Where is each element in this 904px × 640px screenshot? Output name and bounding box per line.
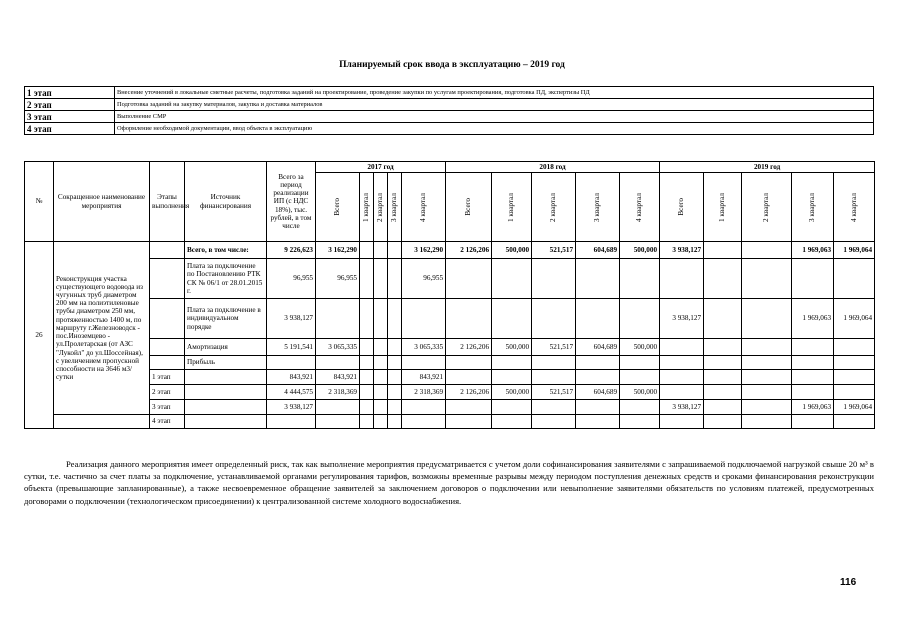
value-cell-y2018-0: 2 126,206 [446, 242, 492, 259]
value-cell-y2017-3 [388, 400, 402, 415]
value-cell-y2017-3 [388, 356, 402, 370]
value-cell-y2019-0 [660, 415, 704, 429]
stage-cell [150, 299, 185, 339]
value-cell-y2017-0: 96,955 [316, 259, 360, 299]
value-cell-y2018-4 [620, 415, 660, 429]
subheader-2017-4 [402, 173, 446, 242]
value-cell-y2018-0 [446, 415, 492, 429]
value-cell-y2018-0 [446, 370, 492, 385]
subheader-2017-3 [388, 173, 402, 242]
value-cell-y2019-1 [704, 242, 742, 259]
value-cell-y2017-2 [374, 242, 388, 259]
header-name: Сокращенное наименование мероприятия [54, 162, 150, 242]
subheader-label: 3 квартал [808, 192, 817, 222]
subheader-label: 4 квартал [419, 192, 428, 222]
subheader-2019-2 [742, 173, 792, 242]
value-cell-y2019-2 [742, 400, 792, 415]
value-cell-y2018-0 [446, 299, 492, 339]
value-cell-y2019-1 [704, 385, 742, 400]
source-cell: Прибыль [185, 356, 267, 370]
value-cell-y2017-2 [374, 370, 388, 385]
value-cell-y2017-4 [402, 415, 446, 429]
value-cell-y2018-0: 2 126,206 [446, 385, 492, 400]
value-cell-y2019-4: 1 969,064 [834, 299, 875, 339]
value-cell-y2017-1 [360, 299, 374, 339]
value-cell-y2017-3 [388, 259, 402, 299]
value-cell-y2018-1 [492, 259, 532, 299]
value-cell-y2017-1 [360, 415, 374, 429]
value-cell-y2017-0 [316, 299, 360, 339]
value-cell-y2019-3: 1 969,063 [792, 242, 834, 259]
value-cell-y2017-4 [402, 299, 446, 339]
value-cell-y2018-3 [576, 299, 620, 339]
value-cell-y2019-3 [792, 415, 834, 429]
subheader-label: 4 квартал [849, 192, 858, 222]
table-row [25, 356, 875, 370]
subheader-label: 3 квартал [390, 192, 399, 222]
total-cell [267, 415, 316, 429]
table-row [25, 299, 875, 339]
schedule-table [24, 161, 875, 429]
value-cell-y2019-0 [660, 356, 704, 370]
value-cell-y2018-3 [576, 259, 620, 299]
value-cell-y2018-4 [620, 400, 660, 415]
source-cell: Амортизация [185, 339, 267, 356]
total-cell [267, 356, 316, 370]
value-cell-y2019-1 [704, 259, 742, 299]
page-number: 116 [840, 577, 857, 588]
value-cell-y2019-4: 1 969,064 [834, 242, 875, 259]
value-cell-y2019-2 [742, 385, 792, 400]
value-cell-y2019-3 [792, 385, 834, 400]
value-cell-y2018-2 [532, 415, 576, 429]
value-cell-y2017-1 [360, 339, 374, 356]
subheader-label: 1 квартал [362, 192, 371, 222]
value-cell-y2017-0 [316, 415, 360, 429]
subheader-label: 2 квартал [549, 192, 558, 222]
source-cell [185, 385, 267, 400]
value-cell-y2018-2: 521,517 [532, 339, 576, 356]
value-cell-y2018-2: 521,517 [532, 385, 576, 400]
total-cell: 4 444,575 [267, 385, 316, 400]
value-cell-y2017-4: 3 162,290 [402, 242, 446, 259]
value-cell-y2017-3 [388, 415, 402, 429]
stage-name: 3 этап [25, 111, 115, 123]
value-cell-y2017-3 [388, 299, 402, 339]
value-cell-y2017-4: 843,921 [402, 370, 446, 385]
subheader-2017-2 [374, 173, 388, 242]
value-cell-y2019-0: 3 938,127 [660, 400, 704, 415]
stages-table [24, 86, 874, 135]
stage-cell: 4 этап [150, 415, 185, 429]
value-cell-y2018-0 [446, 400, 492, 415]
risk-paragraph: Реализация данного мероприятия имеет определенный риск, так как выполнение мероприятия предусматривается с учетом доли софинансирования заявителями с запрашиваемой подключаемой нагрузкой свыше 20 м³ в сутки, т.е. частично за счет платы за подключение, устанавливаемой органами регулирования тарифов, возможны временные разрывы между периодом поступления денежных средств и сроками финансирования реконструкции объекта (превышающие запланированные), а также несвоевременное обращение заявителей за заключением договоров о подключении или невыполнение заявителями обязательств по условиям платежей, предусмотренных договорами о подключении (технологическом присоединении) к централизованной системе холодного водоснабжения. [24, 459, 874, 506]
value-cell-y2017-2 [374, 415, 388, 429]
value-cell-y2017-4 [402, 356, 446, 370]
stage-row [25, 87, 874, 99]
value-cell-y2018-1 [492, 370, 532, 385]
value-cell-y2019-0 [660, 370, 704, 385]
subheader-label: Всего [464, 198, 473, 216]
value-cell-y2019-4 [834, 356, 875, 370]
page-title: Планируемый срок ввода в эксплуатацию – 2019 год [339, 60, 565, 70]
value-cell-y2017-3 [388, 339, 402, 356]
total-cell: 3 938,127 [267, 400, 316, 415]
table-row [25, 370, 875, 385]
subheader-label: 1 квартал [718, 192, 727, 222]
value-cell-y2017-2 [374, 356, 388, 370]
value-cell-y2018-4: 500,000 [620, 385, 660, 400]
table-row [25, 400, 875, 415]
subheader-2019-4 [834, 173, 875, 242]
value-cell-y2017-3 [388, 242, 402, 259]
value-cell-y2018-2 [532, 370, 576, 385]
value-cell-y2017-1 [360, 242, 374, 259]
total-cell: 9 226,623 [267, 242, 316, 259]
total-cell: 843,921 [267, 370, 316, 385]
value-cell-y2019-4 [834, 385, 875, 400]
value-cell-y2018-1: 500,000 [492, 242, 532, 259]
subheader-2018-3 [576, 173, 620, 242]
value-cell-y2017-0: 3 162,290 [316, 242, 360, 259]
value-cell-y2019-2 [742, 356, 792, 370]
subheader-label: 1 квартал [507, 192, 516, 222]
value-cell-y2019-0 [660, 339, 704, 356]
header-stages: Этапы выполнения [150, 162, 185, 242]
stage-row [25, 111, 874, 123]
value-cell-y2018-4 [620, 259, 660, 299]
subheader-2018-1 [492, 173, 532, 242]
value-cell-y2017-2 [374, 259, 388, 299]
value-cell-y2018-1: 500,000 [492, 385, 532, 400]
value-cell-y2017-4: 2 318,369 [402, 385, 446, 400]
value-cell-y2018-2 [532, 400, 576, 415]
value-cell-y2017-4: 96,955 [402, 259, 446, 299]
row-number: 26 [25, 242, 54, 429]
value-cell-y2018-0 [446, 356, 492, 370]
value-cell-y2019-2 [742, 415, 792, 429]
value-cell-y2017-3 [388, 385, 402, 400]
value-cell-y2017-4 [402, 400, 446, 415]
value-cell-y2019-3: 1 969,063 [792, 299, 834, 339]
value-cell-y2018-4 [620, 299, 660, 339]
subheader-2017-0 [316, 173, 360, 242]
subheader-label: 2 квартал [762, 192, 771, 222]
header-source: Источник финансирования [185, 162, 267, 242]
value-cell-y2019-1 [704, 339, 742, 356]
table-row [25, 259, 875, 299]
stage-name: 4 этап [25, 123, 115, 135]
value-cell-y2018-4 [620, 356, 660, 370]
subheader-2018-0 [446, 173, 492, 242]
value-cell-y2017-2 [374, 400, 388, 415]
value-cell-y2018-4: 500,000 [620, 339, 660, 356]
header-2019: 2019 год [660, 162, 875, 173]
value-cell-y2019-0 [660, 385, 704, 400]
header-2018: 2018 год [446, 162, 660, 173]
value-cell-y2018-2 [532, 299, 576, 339]
value-cell-y2018-2 [532, 356, 576, 370]
stage-cell: 1 этап [150, 370, 185, 385]
stage-name: 2 этап [25, 99, 115, 111]
value-cell-y2017-0: 843,921 [316, 370, 360, 385]
value-cell-y2018-1 [492, 415, 532, 429]
value-cell-y2017-0 [316, 400, 360, 415]
value-cell-y2017-1 [360, 259, 374, 299]
value-cell-y2018-1 [492, 400, 532, 415]
value-cell-y2017-1 [360, 370, 374, 385]
value-cell-y2018-1 [492, 356, 532, 370]
value-cell-y2019-1 [704, 415, 742, 429]
value-cell-y2017-3 [388, 370, 402, 385]
value-cell-y2019-1 [704, 400, 742, 415]
value-cell-y2018-3 [576, 400, 620, 415]
subheader-label: Всего [677, 198, 686, 216]
value-cell-y2018-3 [576, 356, 620, 370]
value-cell-y2019-4: 1 969,064 [834, 400, 875, 415]
value-cell-y2019-2 [742, 299, 792, 339]
source-cell [185, 400, 267, 415]
value-cell-y2019-1 [704, 370, 742, 385]
stage-cell [150, 339, 185, 356]
value-cell-y2017-1 [360, 400, 374, 415]
value-cell-y2019-4 [834, 370, 875, 385]
value-cell-y2017-0 [316, 356, 360, 370]
subheader-label: 3 квартал [593, 192, 602, 222]
value-cell-y2019-3 [792, 370, 834, 385]
source-cell [185, 415, 267, 429]
value-cell-y2017-4: 3 065,335 [402, 339, 446, 356]
value-cell-y2019-2 [742, 370, 792, 385]
value-cell-y2019-0: 3 938,127 [660, 299, 704, 339]
value-cell-y2017-1 [360, 356, 374, 370]
source-cell: Всего, в том числе: [185, 242, 267, 259]
subheader-2019-1 [704, 173, 742, 242]
value-cell-y2019-0: 3 938,127 [660, 242, 704, 259]
value-cell-y2018-0 [446, 259, 492, 299]
value-cell-y2018-2: 521,517 [532, 242, 576, 259]
value-cell-y2019-4 [834, 415, 875, 429]
value-cell-y2018-1: 500,000 [492, 339, 532, 356]
value-cell-y2018-4: 500,000 [620, 242, 660, 259]
stage-description: Внесение уточнений в локальные сметные расчеты, подготовка заданий на проектирование, проведение закупки по услугам проектирования, подготовка ПД, экспертизы ПД [115, 87, 874, 99]
value-cell-y2018-3: 604,689 [576, 339, 620, 356]
table-row [25, 415, 875, 429]
stage-row [25, 99, 874, 111]
source-cell [185, 370, 267, 385]
total-cell: 3 938,127 [267, 299, 316, 339]
value-cell-y2019-4 [834, 259, 875, 299]
value-cell-y2018-3 [576, 370, 620, 385]
value-cell-y2018-3 [576, 415, 620, 429]
value-cell-y2019-3 [792, 339, 834, 356]
source-cell: Плата за подключение в индивидуальном порядке [185, 299, 267, 339]
stage-description: Подготовка заданий на закупку материалов, закупка и доставка материалов [115, 99, 874, 111]
value-cell-y2019-2 [742, 242, 792, 259]
stage-cell: 2 этап [150, 385, 185, 400]
value-cell-y2017-0: 2 318,369 [316, 385, 360, 400]
value-cell-y2017-0: 3 065,335 [316, 339, 360, 356]
value-cell-y2018-0: 2 126,206 [446, 339, 492, 356]
stage-name: 1 этап [25, 87, 115, 99]
value-cell-y2019-3: 1 969,063 [792, 400, 834, 415]
value-cell-y2017-2 [374, 339, 388, 356]
subheader-2019-0 [660, 173, 704, 242]
stage-row [25, 123, 874, 135]
value-cell-y2018-3: 604,689 [576, 385, 620, 400]
value-cell-y2018-3: 604,689 [576, 242, 620, 259]
value-cell-y2019-3 [792, 356, 834, 370]
stage-description: Оформление необходимой документации, ввод объекта в эксплуатацию [115, 123, 874, 135]
subheader-label: 2 квартал [376, 192, 385, 222]
value-cell-y2017-1 [360, 385, 374, 400]
value-cell-y2019-3 [792, 259, 834, 299]
table-row [25, 385, 875, 400]
stage-cell: 3 этап [150, 400, 185, 415]
value-cell-y2019-0 [660, 259, 704, 299]
subheader-label: Всего [333, 198, 342, 216]
stage-cell [150, 356, 185, 370]
value-cell-y2019-1 [704, 299, 742, 339]
value-cell-y2019-4 [834, 339, 875, 356]
value-cell-y2019-2 [742, 259, 792, 299]
total-cell: 96,955 [267, 259, 316, 299]
table-row [25, 339, 875, 356]
subheader-2019-3 [792, 173, 834, 242]
subheader-2017-1 [360, 173, 374, 242]
value-cell-y2018-2 [532, 259, 576, 299]
total-cell: 5 191,541 [267, 339, 316, 356]
header-num: № [25, 162, 54, 242]
project-name-empty [54, 415, 150, 429]
value-cell-y2018-4 [620, 370, 660, 385]
header-2017: 2017 год [316, 162, 446, 173]
value-cell-y2017-2 [374, 299, 388, 339]
subheader-2018-2 [532, 173, 576, 242]
stage-cell [150, 259, 185, 299]
stage-description: Выполнение СМР [115, 111, 874, 123]
subheader-label: 4 квартал [635, 192, 644, 222]
table-row [25, 242, 875, 259]
header-total: Всего за период реализации ИП (с НДС 18%), тыс. рублей, в том числе [267, 162, 316, 242]
value-cell-y2019-2 [742, 339, 792, 356]
project-name: Реконструкция участка существующего водовода из чугунных труб диаметром 200 мм на полиэтиленовые трубы диаметром 250 мм, протяженностью 1400 м, по маршруту г.Железноводск - пос.Иноземцево - ул.Пролетарская (от АЗС "Лукойл" до ул.Шоссейная), с увеличением пропускной способности на 3646 м3/сутки [54, 242, 150, 415]
value-cell-y2017-2 [374, 385, 388, 400]
source-cell: Плата за подключение по Постановлению РТК СК № 06/1 от 28.01.2015 г. [185, 259, 267, 299]
value-cell-y2019-1 [704, 356, 742, 370]
subheader-2018-4 [620, 173, 660, 242]
stage-cell [150, 242, 185, 259]
value-cell-y2018-1 [492, 299, 532, 339]
